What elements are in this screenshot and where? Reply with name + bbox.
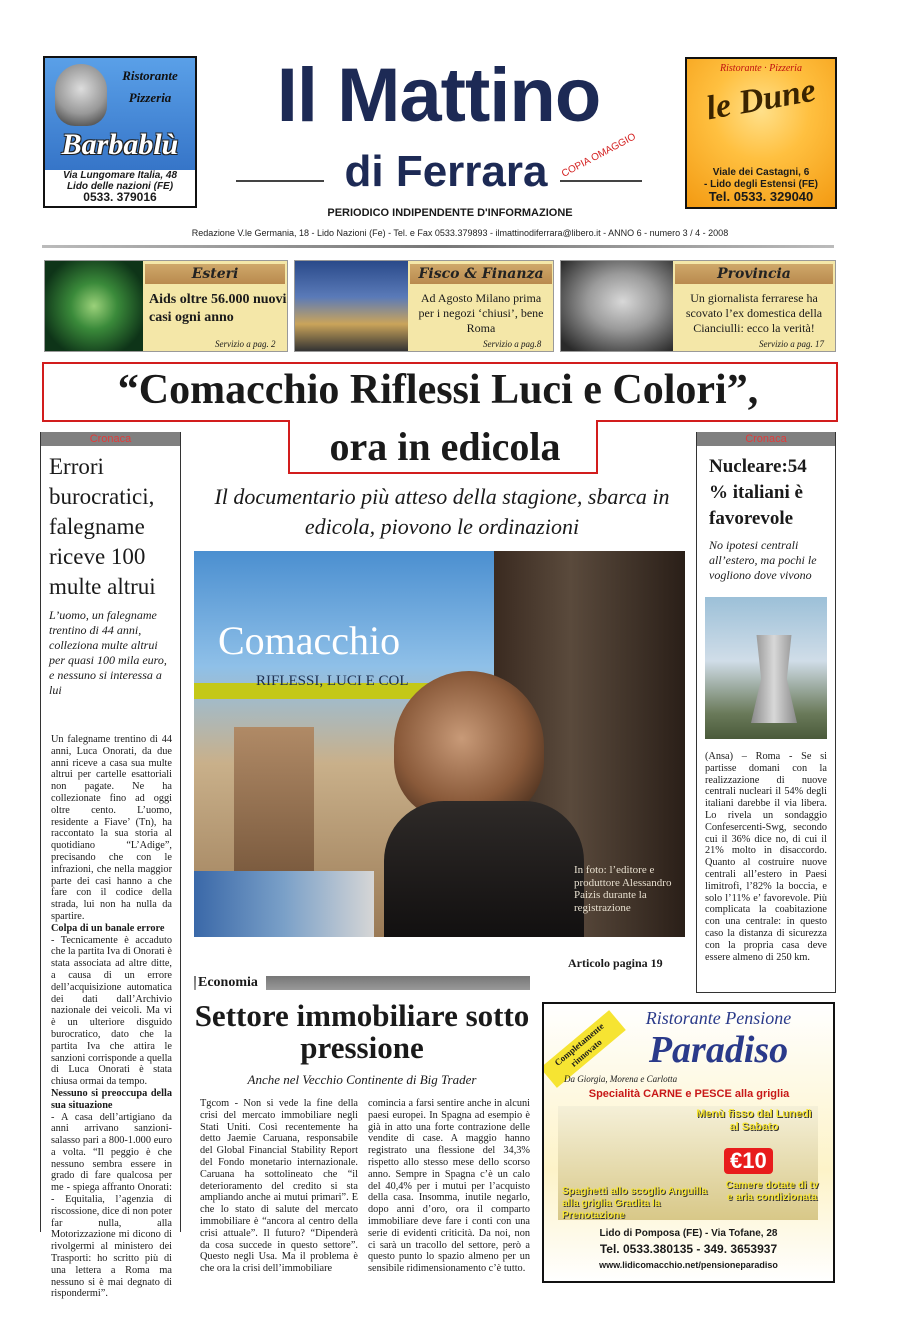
ad-paradiso-rooms: Camere dotate di tv e aria condizionata <box>725 1180 819 1203</box>
right-headline: Nucleare:54 % italiani è favorevole <box>709 456 807 529</box>
main-headline: “Comacchio Riflessi Luci e Colori”, <box>117 367 759 413</box>
teaser-ref: Servizio a pag. 17 <box>759 339 824 349</box>
ad-paradiso-banner: Completamente rinnovato <box>542 1010 626 1088</box>
economia-headline: Settore immobiliare sotto pressione <box>194 998 530 1065</box>
ad-barbablu-address1: Via Lungomare Italia, 48 <box>62 170 178 181</box>
left-column <box>40 432 181 1300</box>
teaser-ref: Servizio a pag. 2 <box>215 339 276 349</box>
masthead-tagline: PERIODICO INDIPENDENTE D'INFORMAZIONE <box>327 207 573 219</box>
left-summary: L’uomo, un falegname trentino di 44 anni, colleziona multe altrui per quasi 100 mila euro, e nessuno si interessa a lui <box>49 608 167 697</box>
main-photo <box>194 551 685 937</box>
teaser-text: Un giornalista ferrarese ha scovato l’ex domestica della Cianciulli: ecco la verità! <box>685 291 823 335</box>
ad-le-dune-address <box>687 167 835 191</box>
ad-paradiso-kind: Ristorante Pensione <box>645 1008 792 1028</box>
portrait-image <box>561 261 673 351</box>
ad-paradiso-brand: Paradiso <box>648 1029 789 1071</box>
teaser-category: Fisco & Finanza <box>410 264 552 284</box>
ad-paradiso-price: €10 <box>724 1148 773 1174</box>
teaser-ref: Servizio a pag.8 <box>483 339 542 349</box>
masthead-divider <box>42 245 834 248</box>
ad-paradiso-phone: Tel. 0533.380135 - 349. 3653937 <box>599 1242 778 1256</box>
cover-title: Comacchio <box>218 618 401 663</box>
section-label-cronaca: Cronaca <box>697 432 835 446</box>
photo-caption: In foto: l’editore e produttore Alessandro Paizis durante la registrazione <box>574 864 672 914</box>
teaser-text: Aids oltre 56.000 nuovi casi ogni anno <box>149 292 287 325</box>
nuclear-plant-photo <box>705 597 827 739</box>
ad-barbablu-brand: Barbablù <box>61 128 179 161</box>
main-headline-2: ora in edicola <box>329 424 561 469</box>
teaser-category: Esteri <box>145 264 285 284</box>
ad-le-dune <box>685 57 837 209</box>
masthead-rule-left <box>236 180 324 182</box>
ad-paradiso-dishes: Spaghetti allo scoglio Anguilla alla griglia Gradita la Prenotazione <box>562 1186 708 1221</box>
ad-paradiso-owners: Da Giorgia, Morena e Carlotta <box>564 1074 678 1084</box>
ad-le-dune-address2: - Lido degli Estensi (FE) <box>704 179 818 190</box>
left-headline: Errori burocratici, falegname riceve 100 multe altrui <box>49 454 156 599</box>
economia-subheadline: Anche nel Vecchio Continente di Big Trader <box>247 1072 477 1087</box>
masthead-redazione: Redazione V.le Germania, 18 - Lido Nazioni (Fe) - Tel. e Fax 0533.379893 - ilmattinodiferrara@libero.it - ANNO 6 - numero 3 / 4 - 2008 <box>191 228 729 238</box>
man-shirt <box>384 801 584 937</box>
copia-omaggio-stamp: COPIA OMAGGIO <box>560 131 638 180</box>
teaser-text: Ad Agosto Milano prima per i negozi ‘chiusi’, bene Roma <box>418 291 544 335</box>
teaser-provincia[interactable] <box>560 260 836 352</box>
section-label-cronaca: Cronaca <box>41 432 180 446</box>
ad-paradiso-menu: Menù fisso dal Lunedì al Sabato <box>696 1108 812 1133</box>
ad-barbablu-line2: Pizzeria <box>128 90 172 105</box>
virus-image <box>45 261 143 351</box>
economia-label: Economia <box>196 975 266 991</box>
man-on-phone <box>394 671 544 821</box>
ad-paradiso <box>542 1002 835 1283</box>
left-body-1: Un falegname trentino di 44 anni, Luca Onorati, da due anni riceve a casa sua multe altrui per cartelle esattoriali non pagate. Ne ha collezionate fino ad oggi oltre cento. L’uomo, residente a Fiave’ (Tn), ha raccontato la sua storia al quotidiano “L’Adige”, precisando che con le infrazioni, che nella maggior parte dei casi hanno a che fare con il codice della strada, lui non ha nulla da spartire. <box>51 734 172 922</box>
cover-thumbnails <box>194 871 374 937</box>
economia-col-1: Tgcom - Non si vede la fine della crisi del mercato immobiliare negli Stati Uniti. Così recentemente ha detto Jaemie Caruana, responsabile del Global Financial Stability Report del Fondo monetario internazionale. Caruana ha sottolineato che “il deterioramento del credito si sta ampliando anche ai mutui primari”. E che lo stato di salute del mercato immobiliare è “ancora al centro della crisi attuale”. Il futuro? “Dipenderà da cosa succede in questo settore”. Questo negli Usa. Ma il problema è che ora la crisi dell’immobiliare <box>200 1098 358 1275</box>
teaser-esteri[interactable] <box>44 260 288 352</box>
left-body-2: - Tecnicamente è accaduto che la partita Iva di Onorati è stata associata ad altre ditte, a causa di un errore dell’acquisizione automatica dei dati dall’Archivio nazionale dei veicoli. Ma vi è un ulteriore disguido burocratico, dato che la partita Iva che attira le sanzioni corrisponde a quella di Luca Onorati è stata chiusa ormai da tempo. <box>51 934 172 1088</box>
headline-frame-rule-right <box>596 420 836 422</box>
ad-barbablu-banner <box>45 58 195 170</box>
cover-bridge-image <box>234 727 314 877</box>
ad-paradiso-web[interactable]: www.lidicomacchio.net/pensioneparadiso <box>599 1260 778 1270</box>
masthead-subtitle: di Ferrara <box>344 147 548 196</box>
right-column <box>696 432 836 993</box>
ad-le-dune-logo: le Dune <box>703 71 819 128</box>
ad-barbablu-address2: Lido delle nazioni (FE) <box>66 181 174 192</box>
cover-subtitle: RIFLESSI, LUCI E COL <box>256 673 409 689</box>
economia-col-2: comincia a farsi sentire anche in alcuni paesi europei. In Spagna ad esempio è già in atto una forte contrazione delle vendite di case. A maggio hanno registrato una flessione del 34,3% rispetto allo stesso mese dello scorso anno. Sempre in Spagna c’è un calo del 40,4% per i mutui per l’acquisto della casa. Insomma, inutile negarlo, dopo anni d’oro, ora il comparto immobiliare deve fare i conti con una serie di evidenti criticità. Da noi, non ci sarà un tracollo del settore, però a questo punto lo spazio almeno per un sensibile ridimensionamento c’è tutto. <box>368 1098 530 1275</box>
right-summary: No ipotesi centrali all’estero, ma pochi le vogliono dove vivono <box>709 538 817 582</box>
ad-le-dune-phone: Tel. 0533. 329040 <box>708 189 814 204</box>
teaser-fisco[interactable] <box>294 260 554 352</box>
ad-barbablu-phone: 0533. 379016 <box>83 190 157 204</box>
masthead-title: Il Mattino <box>276 53 601 138</box>
left-body-3: - A casa dell’artigiano da anni arrivano sanzioni-salasso pari a 800-1.000 euro a volta. “Il peggio è che nessuno sembra essere in grado di fare qualcosa per me - spiega affranto Onorati: - Equitalia, l’agenzia di riscossione, dice di non poter far nulla, alla Motorizzazione mi dicono di rivolgermi al ministero dei Trasporti: ho scritto più di una lettera a Roma ma nessuno si è mai degnato di rispondermi”. <box>51 1111 172 1300</box>
ad-le-dune-kind: Ristorante · Pizzeria <box>720 63 802 74</box>
teaser-category: Provincia <box>675 264 833 284</box>
left-subhead-2: Nessuno si preoccupa della sua situazione <box>51 1087 172 1111</box>
cooling-tower-icon <box>751 635 797 723</box>
masthead-rule-right <box>560 180 642 182</box>
ad-paradiso-address: Lido di Pomposa (FE) - Via Tofane, 28 <box>599 1228 778 1239</box>
ad-paradiso-specialty: Specialità CARNE e PESCE alla griglia <box>588 1088 790 1100</box>
pirate-illustration <box>55 64 107 126</box>
ad-barbablu <box>43 56 197 208</box>
article-ref[interactable]: Articolo pagina 19 <box>568 956 663 970</box>
milano-night-image <box>295 261 408 351</box>
main-subheadline: Il documentario più atteso della stagione, sbarca in edicola, piovono le ordinazioni <box>214 484 670 539</box>
left-subhead-1: Colpa di un banale errore <box>51 922 165 934</box>
ad-barbablu-info <box>45 170 195 206</box>
ad-barbablu-line1: Ristorante <box>122 68 178 83</box>
right-body: (Ansa) – Roma - Se si partisse domani con la realizzazione di nuove centrali nucleari il 54% degli italiani darebbe il via libera. Lo rivela un sondaggio Confesercenti-Swg, secondo cui il 36% dice no, di cui il 21% molto in disaccordo. Quanto al costruire nuove centrali all’estero in Paesi limitrofi, l’82% la boccia, e solo l’11% e’ favorevole. Più complicata la coabitazione con una centrale: in questo caso la distanza di sicurezza con la propria casa deve essere almeno di 250 km. <box>705 751 827 963</box>
ad-le-dune-address1: Viale dei Castagni, 6 <box>712 167 810 178</box>
headline-frame-rule-left <box>42 420 288 422</box>
